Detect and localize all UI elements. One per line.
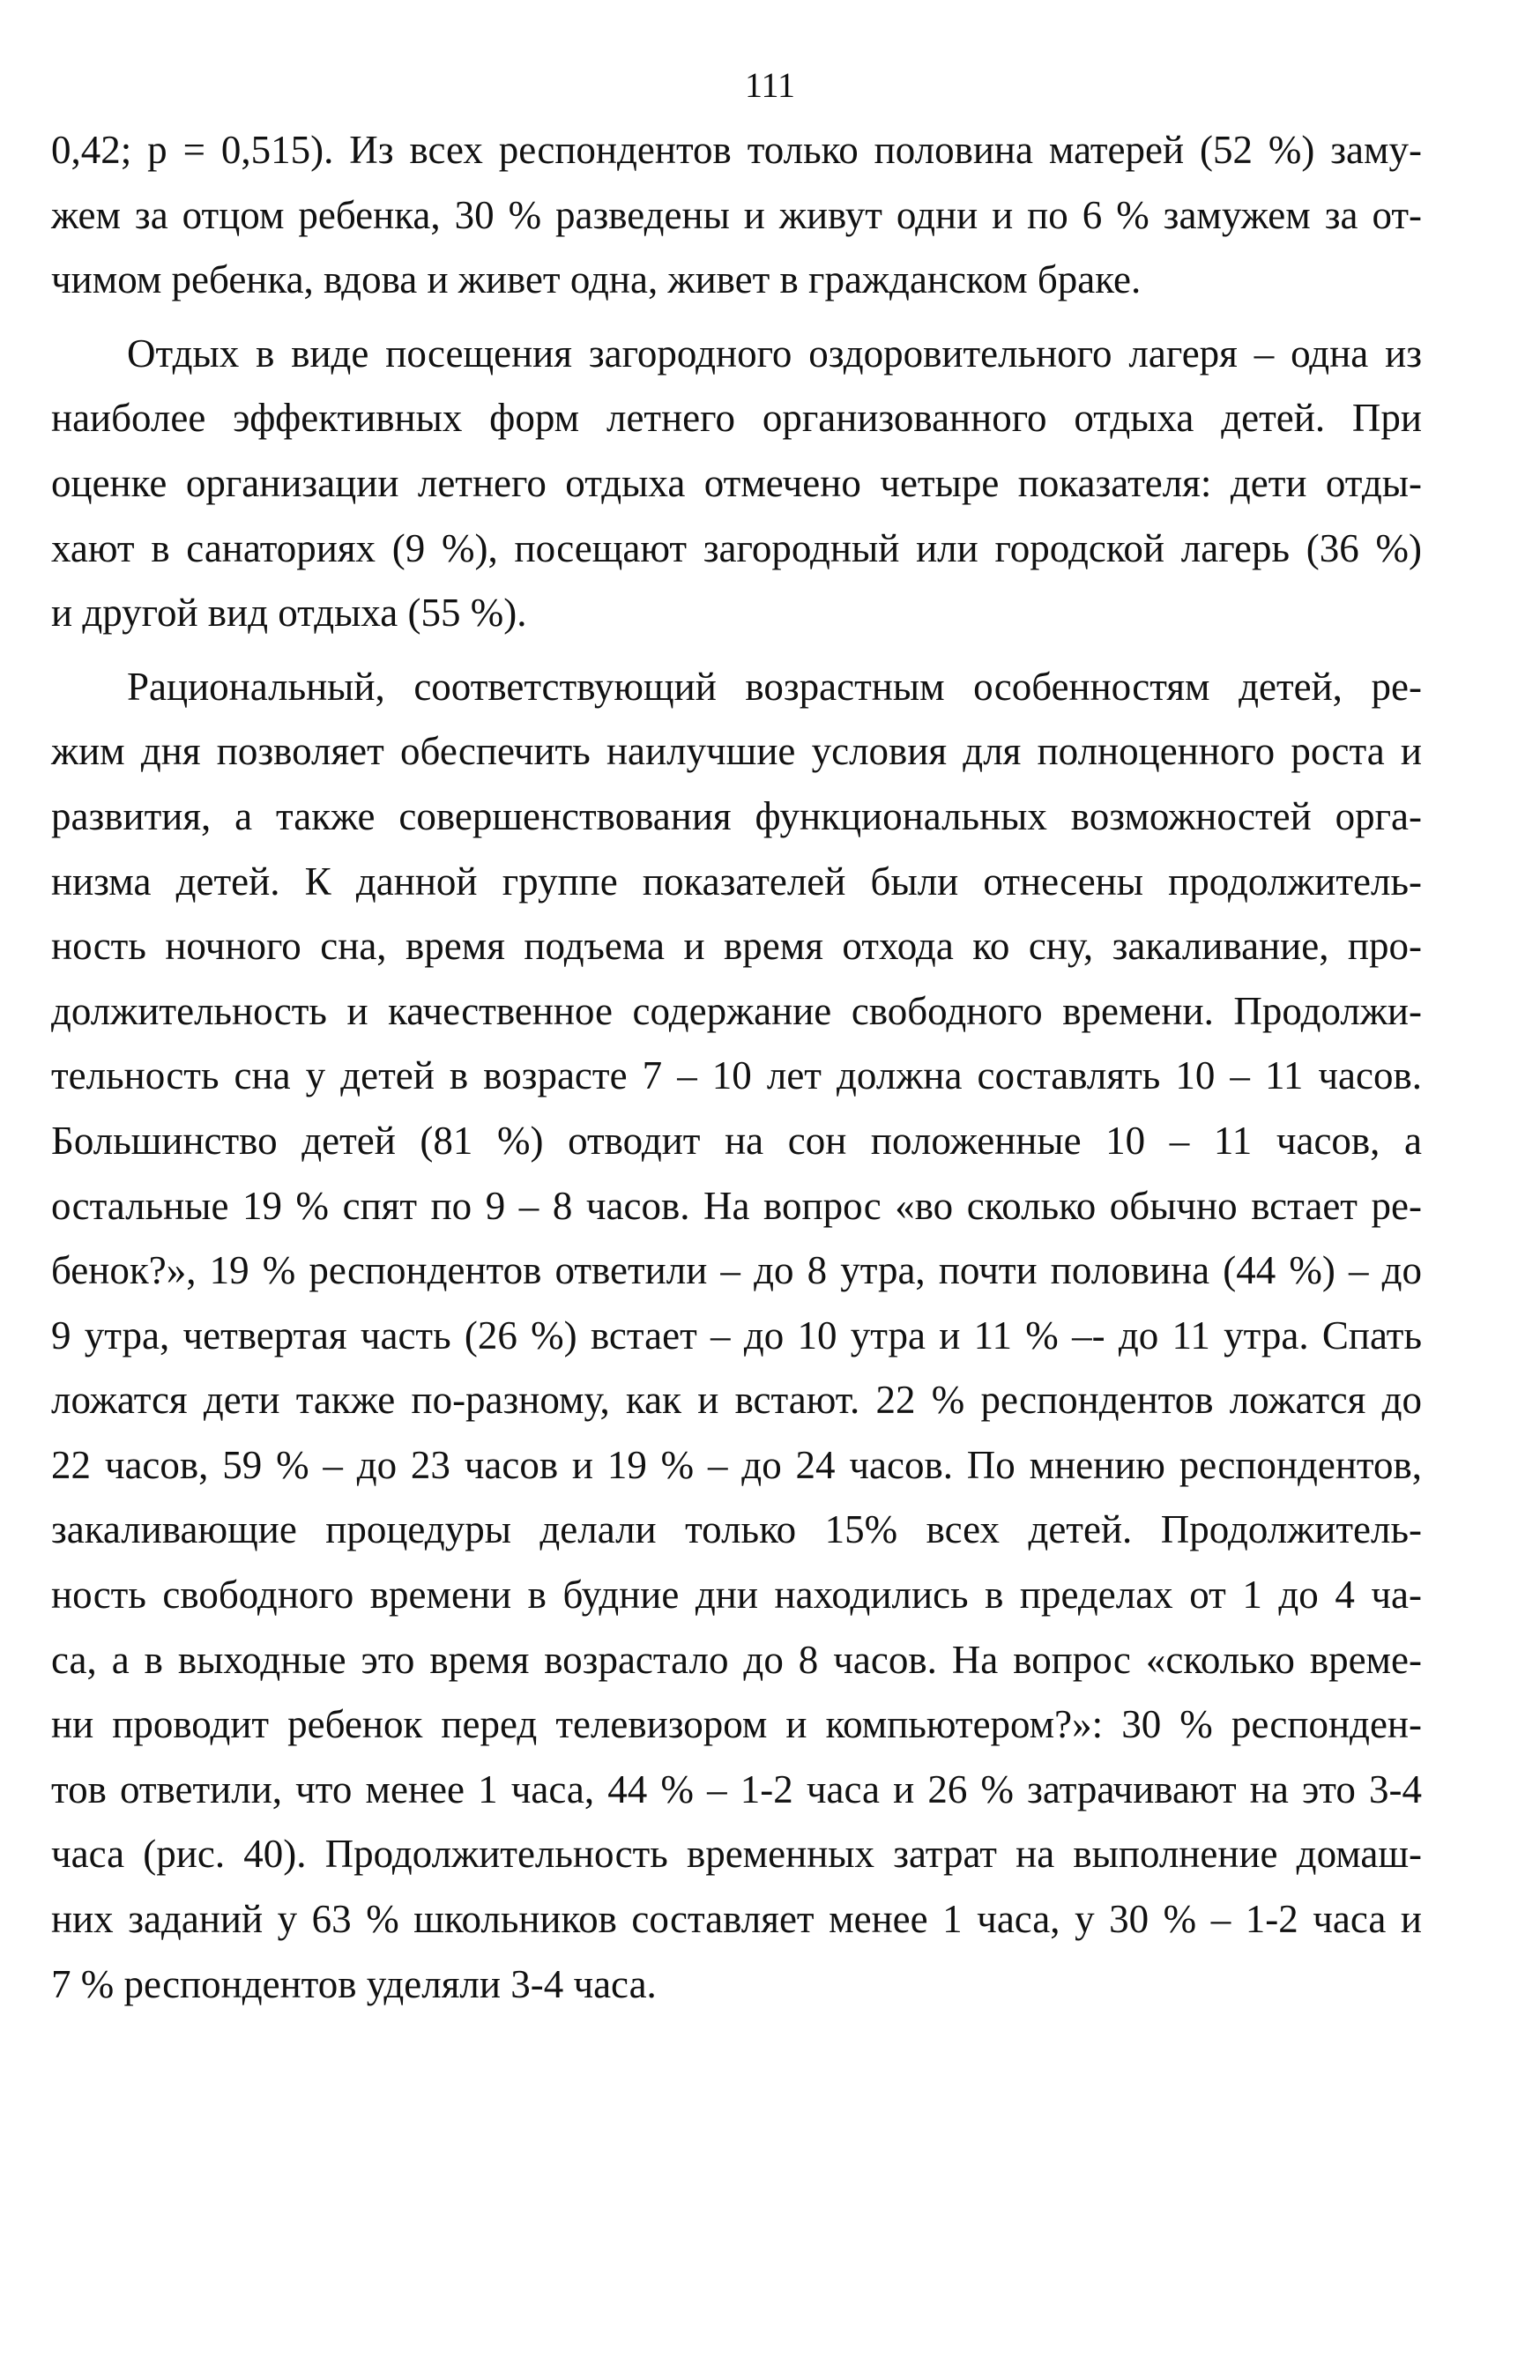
text-line: наиболее эффективных форм летнего организованного отдыха детей. При xyxy=(51,396,1422,441)
paragraph-summer-rest xyxy=(51,322,1422,646)
text-line: 9 утра, четвертая часть (26 %) встает – до 10 утра и 11 % –- до 11 утра. Спать xyxy=(51,1313,1422,1357)
text-line: и другой вид отдыха (55 %). xyxy=(51,591,527,636)
text-line: часа (рис. 40). Продолжительность временных затрат на выполнение домаш- xyxy=(51,1832,1422,1877)
text-line: 7 % респондентов уделяли 3-4 часа. xyxy=(51,1961,657,2006)
text-line: тов ответили, что менее 1 часа, 44 % – 1-2 часа и 26 % затрачивают на это 3-4 xyxy=(51,1766,1422,1811)
text-line: остальные 19 % спят по 9 – 8 часов. На вопрос «во сколько обычно встает ре- xyxy=(51,1183,1422,1228)
text-line: ность ночного сна, время подъема и время отхода ко сну, закаливание, про- xyxy=(51,924,1422,969)
text-line: ность свободного времени в будние дни находились в пределах от 1 до 4 ча- xyxy=(51,1573,1422,1618)
text-line: развития, а также совершенствования функциональных возможностей орга- xyxy=(51,793,1422,838)
paragraph-daily-routine xyxy=(51,655,1422,2017)
text-line: Рациональный, соответствующий возрастным особенностям детей, ре- xyxy=(127,664,1422,709)
text-line: ложатся дети также по-разному, как и встают. 22 % респондентов ложатся до xyxy=(51,1378,1422,1423)
text-line: са, а в выходные это время возрастало до 8 часов. На вопрос «сколько време- xyxy=(51,1637,1422,1682)
text-line: жим дня позволяет обеспечить наилучшие условия для полноценного роста и xyxy=(51,729,1422,774)
text-line: чимом ребенка, вдова и живет одна, живет в гражданском браке. xyxy=(51,257,1142,302)
text-line: них заданий у 63 % школьников составляет менее 1 часа, у 30 % – 1-2 часа и xyxy=(51,1897,1422,1942)
text-line: ни проводит ребенок перед телевизором и компьютером?»: 30 % респонден- xyxy=(51,1702,1422,1747)
text-line: оценке организации летнего отдыха отмечено четыре показателя: дети отды- xyxy=(51,460,1422,505)
text-line: тельность сна у детей в возрасте 7 – 10 лет должна составлять 10 – 11 часов. xyxy=(51,1053,1422,1098)
text-line: хают в санаториях (9 %), посещают загородный или городской лагерь (36 %) xyxy=(51,525,1422,570)
text-line: жем за отцом ребенка, 30 % разведены и живут одни и по 6 % замужем за от- xyxy=(51,192,1422,237)
paragraph-marital-status xyxy=(51,118,1422,313)
paragraph-gap xyxy=(51,313,1422,322)
text-line: низма детей. К данной группе показателей были отнесены продолжитель- xyxy=(51,859,1422,904)
text-line: 22 часов, 59 % – до 23 часов и 19 % – до 24 часов. По мнению респондентов, xyxy=(51,1442,1422,1487)
text-line: закаливающие процедуры делали только 15% всех детей. Продолжитель- xyxy=(51,1507,1422,1552)
body-text xyxy=(51,118,1422,2017)
text-line: Отдых в виде посещения загородного оздоровительного лагеря – одна из xyxy=(127,331,1422,376)
page-number: 111 xyxy=(744,65,796,105)
text-line: бенок?», 19 % респондентов ответили – до 8 утра, почти половина (44 %) – до xyxy=(51,1248,1422,1293)
text-line: Большинство детей (81 %) отводит на сон положенные 10 – 11 часов, а xyxy=(51,1118,1422,1163)
text-line: 0,42; р = 0,515). Из всех респондентов только половина матерей (52 %) заму- xyxy=(51,128,1422,172)
paragraph-gap xyxy=(51,646,1422,655)
text-line: должительность и качественное содержание свободного времени. Продолжи- xyxy=(51,988,1422,1033)
